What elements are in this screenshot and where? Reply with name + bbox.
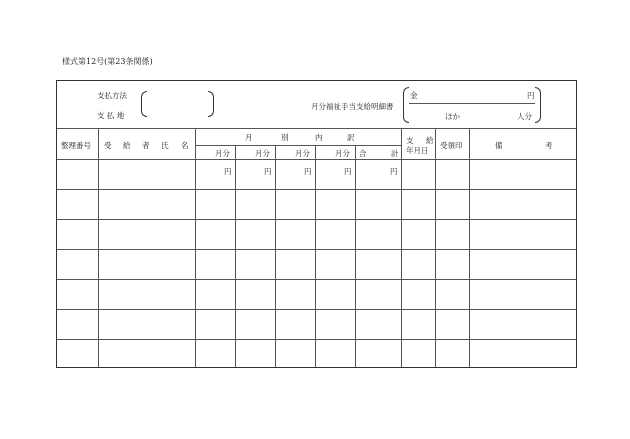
remarks-header-char: 備 bbox=[495, 141, 503, 150]
payment-date-header-sub: 年月日 bbox=[406, 146, 429, 155]
month-header: 月分 bbox=[215, 149, 230, 158]
remarks-header-char: 考 bbox=[545, 141, 553, 150]
yen-unit: 円 bbox=[224, 167, 232, 176]
payment-date-header-char: 給 bbox=[426, 136, 434, 145]
total-header-char: 計 bbox=[391, 149, 399, 158]
month-header: 月分 bbox=[255, 149, 270, 158]
recipient-header-char: 者 bbox=[142, 141, 150, 150]
recipient-header-char: 受 bbox=[104, 141, 112, 150]
amount-prefix: 金 bbox=[410, 91, 418, 100]
amount-left-bracket bbox=[403, 87, 409, 123]
payment-field-left-bracket bbox=[141, 91, 147, 117]
monthly-breakdown-char: 内 bbox=[315, 133, 323, 142]
others-label: ほか bbox=[445, 112, 460, 121]
amount-right-bracket bbox=[535, 87, 541, 123]
recipient-header-char: 給 bbox=[123, 141, 131, 150]
statement-form bbox=[56, 80, 577, 368]
total-header-char: 合 bbox=[359, 149, 367, 158]
recipient-header-char: 氏 bbox=[161, 141, 169, 150]
payment-field-right-bracket bbox=[208, 91, 214, 117]
yen-unit: 円 bbox=[264, 167, 272, 176]
month-header: 月分 bbox=[295, 149, 310, 158]
month-header: 月分 bbox=[335, 149, 350, 158]
yen-unit: 円 bbox=[390, 167, 398, 176]
payment-date-header-char: 支 bbox=[406, 136, 414, 145]
serial-number-header: 整理番号 bbox=[61, 141, 91, 150]
document-title: 月分福祉手当支給明細書 bbox=[311, 102, 394, 111]
payment-place-label: 支 払 地 bbox=[97, 111, 125, 120]
yen-unit: 円 bbox=[344, 167, 352, 176]
seal-header: 受領印 bbox=[440, 141, 463, 150]
monthly-breakdown-char: 月 bbox=[245, 133, 253, 142]
monthly-breakdown-char: 別 bbox=[281, 133, 289, 142]
form-title: 様式第12号(第23条関係) bbox=[62, 57, 153, 66]
persons-unit: 人分 bbox=[517, 112, 532, 121]
monthly-breakdown-char: 訳 bbox=[347, 133, 355, 142]
payment-method-label: 支払方法 bbox=[97, 91, 127, 100]
amount-unit: 円 bbox=[527, 91, 535, 100]
recipient-header-char: 名 bbox=[181, 141, 189, 150]
yen-unit: 円 bbox=[304, 167, 312, 176]
